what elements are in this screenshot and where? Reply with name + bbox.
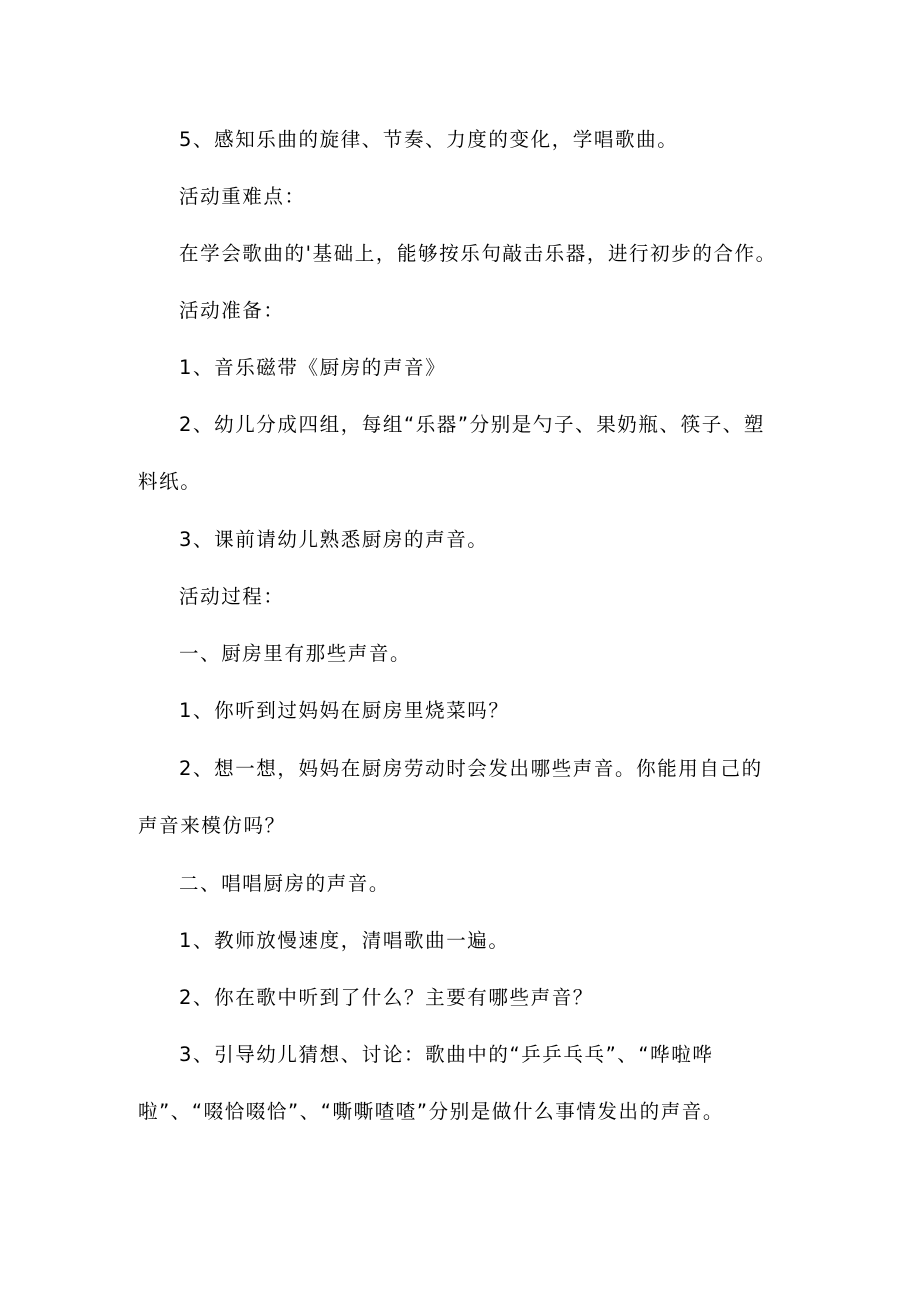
paragraph-8: 活动过程： [179,585,285,608]
paragraph-9: 一、厨房里有那些声音。 [179,642,412,665]
paragraph-7: 3、课前请幼儿熟悉厨房的声音。 [179,528,489,551]
paragraph-13: 1、教师放慢速度，清唱歌曲一遍。 [179,929,510,952]
paragraph-2: 活动重难点： [179,185,306,208]
paragraph-5: 1、音乐磁带《厨房的声音》 [179,356,447,379]
paragraph-12: 二、唱唱厨房的声音。 [179,872,391,895]
paragraph-15: 3、引导幼儿猜想、讨论：歌曲中的“乒乒乓乓”、“哗啦哗啦”、“啜恰啜恰”、“嘶嘶喳喳”分别是做什么事情发出的声音。 [138,1043,725,1123]
paragraph-11: 2、想一想，妈妈在厨房劳动时会发出哪些声音。你能用自己的声音来模仿吗？ [138,757,763,837]
paragraph-3: 在学会歌曲的'基础上，能够按乐句敲击乐器，进行初步的合作。 [179,242,777,265]
paragraph-14: 2、你在歌中听到了什么？主要有哪些声音？ [179,986,594,1009]
paragraph-10: 1、你听到过妈妈在厨房里烧菜吗？ [179,699,510,722]
paragraph-1: 5、感知乐曲的旋律、节奏、力度的变化，学唱歌曲。 [179,128,679,151]
paragraph-6: 2、幼儿分成四组，每组“乐器”分别是勺子、果奶瓶、筷子、塑料纸。 [138,413,766,493]
paragraph-4: 活动准备： [179,299,285,322]
